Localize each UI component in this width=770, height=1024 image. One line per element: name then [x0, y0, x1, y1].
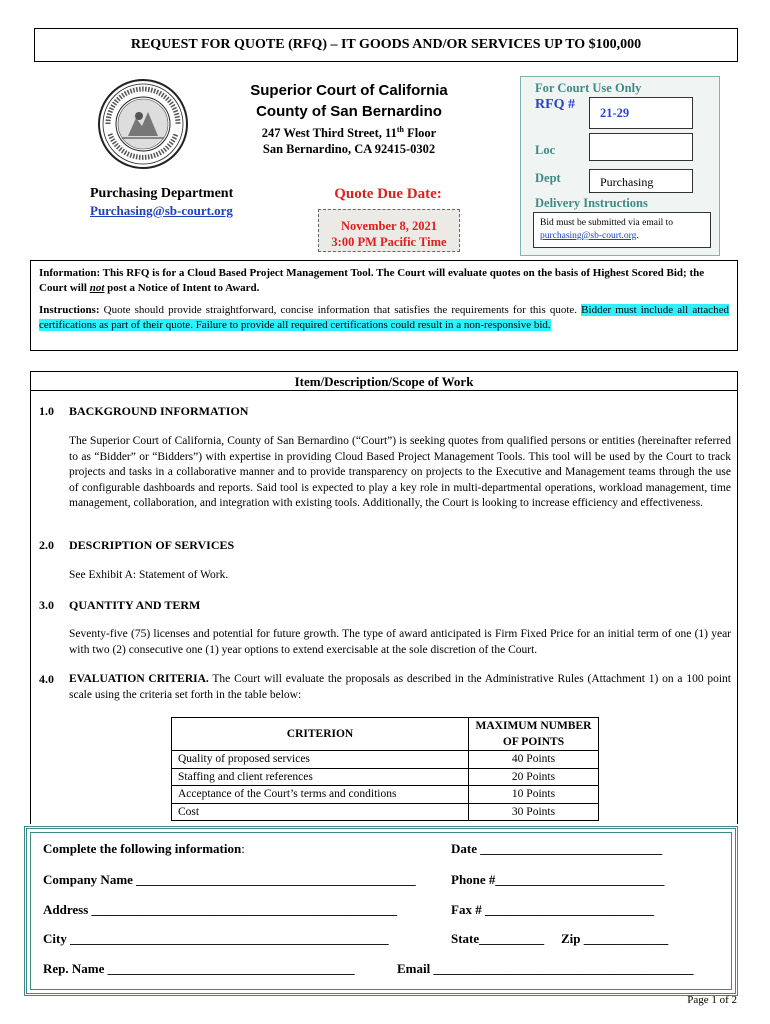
purchasing-email-link[interactable]: Purchasing@sb-court.org [90, 203, 233, 218]
email-field[interactable]: Email ________________________________________ [397, 961, 694, 976]
rfq-label: RFQ # [535, 97, 576, 112]
address-field[interactable]: Address _______________________________________________ [43, 902, 398, 917]
points-cell: 20 Points [469, 768, 599, 786]
court-address-line2: San Bernardino, CA 92415-0302 [262, 142, 436, 157]
delivery-instructions-text: Bid must be submitted via email to [540, 218, 673, 228]
instructions-paragraph: Instructions: Quote should provide straightforward, concise information that satisfies the requirements for this quote. Bidder must include all attached certifications as part of their quote. Failure to provide all required certifications could result in a non-responsive bid. [39, 304, 729, 331]
court-seal-logo [92, 78, 194, 170]
criterion-cell: Staffing and client references [172, 768, 469, 786]
court-address-line1: 247 West Third Street, 11th Floor [261, 125, 437, 141]
date-field[interactable]: Date ____________________________ [451, 841, 663, 856]
purchasing-department: Purchasing Department [90, 186, 234, 201]
phone-field[interactable]: Phone #__________________________ [451, 872, 665, 887]
table-row [172, 803, 599, 821]
delivery-instructions-label: Delivery Instructions [535, 196, 648, 210]
table-row [172, 768, 599, 786]
section-body: See Exhibit A: Statement of Work. [69, 569, 229, 581]
quote-due-box [318, 209, 460, 252]
section-number: 2.0 [39, 538, 54, 552]
page-number: Page 1 of 2 [687, 994, 737, 1006]
section-body: Seventy-five (75) licenses and potential for future growth. The type of award anticipated is Firm Fixed Price for an initial term of one (1) year with two (2) consecutive one (1) year options to extend exercisable at the sole discretion of the Court. [69, 628, 731, 656]
loc-field[interactable] [589, 133, 693, 161]
rfq-number-field[interactable]: 21-29 [589, 97, 693, 129]
document-title: REQUEST FOR QUOTE (RFQ) – IT GOODS AND/OR SERVICES UP TO $100,000 [34, 28, 738, 62]
information-paragraph: Information: This RFQ is for a Cloud Based Project Management Tool. The Court will evaluate quotes on the basis of Highest Scored Bid; the Court will not post a Notice of Intent to Award. [39, 267, 705, 294]
points-cell: 40 Points [469, 751, 599, 769]
quote-due-time: 3:00 PM Pacific Time [331, 235, 447, 249]
delivery-email-link[interactable]: purchasing@sb-court.org [540, 231, 637, 241]
section-number: 4.0 [39, 672, 54, 686]
certification-highlight: Bidder must include all attached certifications as part of their quote. Failure to provide all required certifications could result in a non-responsive bid. [39, 304, 729, 331]
state-field[interactable]: State__________ [451, 931, 545, 946]
dept-label: Dept [535, 171, 561, 185]
rep-name-field[interactable]: Rep. Name ______________________________________ [43, 961, 355, 976]
scope-heading: Item/Description/Scope of Work [31, 372, 737, 391]
section-title: BACKGROUND INFORMATION [69, 404, 249, 418]
court-use-title: For Court Use Only [535, 81, 642, 95]
court-name-line1: Superior Court of California [250, 82, 448, 99]
section-title: DESCRIPTION OF SERVICES [69, 538, 235, 552]
zip-field[interactable]: Zip _____________ [561, 931, 669, 946]
fax-field[interactable]: Fax # __________________________ [451, 902, 654, 917]
city-field[interactable]: City _________________________________________________ [43, 931, 389, 946]
points-cell: 10 Points [469, 786, 599, 804]
court-name [225, 80, 473, 122]
max-points-header: MAXIMUM NUMBER OF POINTS [469, 718, 599, 751]
dept-field[interactable]: Purchasing [589, 169, 693, 193]
criterion-cell: Quality of proposed services [172, 751, 469, 769]
section-number: 1.0 [39, 404, 54, 418]
complete-info-label: Complete the following information: [43, 841, 245, 856]
delivery-instructions-box [533, 212, 711, 248]
bidder-info-form [24, 826, 738, 996]
court-use-panel [520, 76, 720, 256]
section-number: 3.0 [39, 598, 54, 612]
table-row [172, 786, 599, 804]
section-body: EVALUATION CRITERIA. The Court will evaluate the proposals as described in the Administrative Rules (Attachment 1) on a 100 point scale using the criteria set forth in the table below: [69, 673, 731, 701]
criterion-header: CRITERION [172, 718, 469, 751]
points-cell: 30 Points [469, 803, 599, 821]
criteria-table [171, 717, 599, 821]
criterion-cell: Cost [172, 803, 469, 821]
court-address [225, 122, 473, 157]
quote-due-label: Quote Due Date: [334, 186, 442, 202]
quote-due-date: November 8, 2021 [341, 219, 437, 233]
scope-of-work-section [30, 371, 738, 824]
court-name-line2: County of San Bernardino [256, 103, 442, 120]
loc-label: Loc [535, 143, 556, 157]
company-name-field[interactable]: Company Name ___________________________________________ [43, 872, 416, 887]
section-body: The Superior Court of California, County of San Bernardino (“Court”) is seeking quotes from qualified persons or entities (hereinafter referred to as “Bidder” or “Bidders”) with expertise in providing Cloud Based Project Management Tools. This tool will be used by the Court to track projects and tasks in a collaborative manner and to provide transparency on projects to the Executive and Management teams through the use of configurable dashboards and reports. Said tool is expected to play a key role in multi-departmental operations, workload management, time management, collaboration, and integration with existing tools. Additionally, the Court is looking to increase efficiency and effectiveness. [69, 435, 731, 509]
information-box [30, 260, 738, 351]
criterion-cell: Acceptance of the Court’s terms and conditions [172, 786, 469, 804]
delivery-period: . [636, 231, 639, 241]
section-title: QUANTITY AND TERM [69, 598, 201, 612]
table-row [172, 751, 599, 769]
